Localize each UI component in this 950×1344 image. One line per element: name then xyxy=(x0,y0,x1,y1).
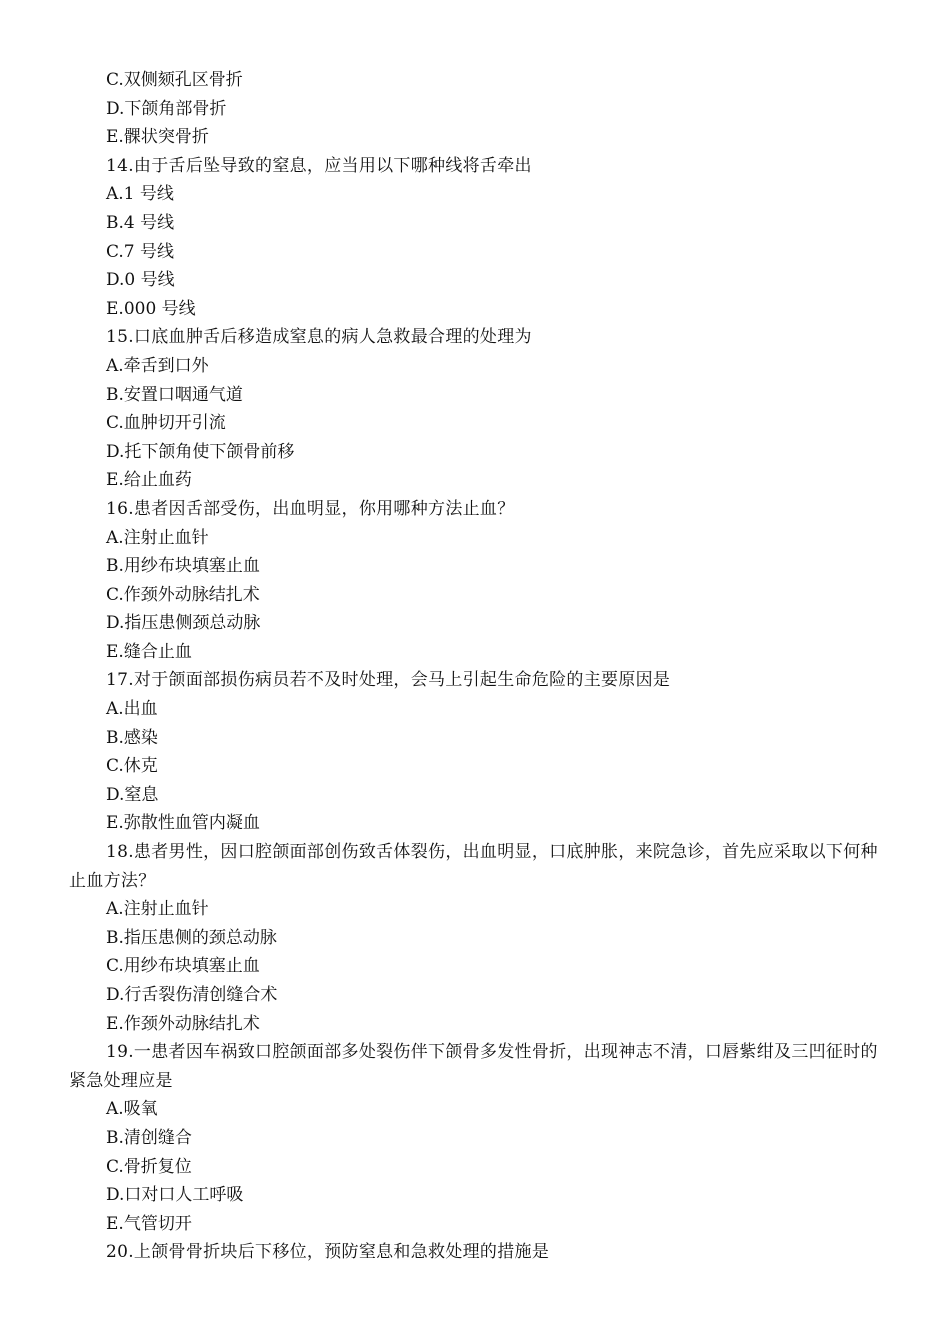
answer-option: A.吸氧 xyxy=(106,1099,158,1120)
answer-option: C.骨折复位 xyxy=(106,1156,192,1177)
answer-option: B.指压患侧的颈总动脉 xyxy=(106,927,277,948)
question-stem: 19.一患者因车祸致口腔颌面部多处裂伤伴下颌骨多发性骨折，出现神志不清，口唇紫绀及三凹征时的紧急处理应是 xyxy=(69,1042,878,1091)
answer-option: C.7 号线 xyxy=(106,241,175,262)
answer-option: C.休克 xyxy=(106,756,158,777)
answer-option: B.安置口咽通气道 xyxy=(106,384,243,405)
answer-option: A.1 号线 xyxy=(106,184,174,205)
answer-option: C.血肿切开引流 xyxy=(106,413,226,434)
answer-option: C.双侧颏孔区骨折 xyxy=(106,70,243,90)
answer-option: E.作颈外动脉结扎术 xyxy=(106,1013,260,1034)
answer-option: E.000 号线 xyxy=(106,298,196,319)
answer-option: E.给止血药 xyxy=(106,470,192,491)
answer-option: B.4 号线 xyxy=(106,212,175,233)
question-stem: 17.对于颌面部损伤病员若不及时处理，会马上引起生命危险的主要原因是 xyxy=(106,670,671,691)
question-stem: 16.患者因舌部受伤，出血明显，你用哪种方法止血？ xyxy=(106,498,515,519)
answer-option: E.气管切开 xyxy=(106,1213,192,1234)
answer-option: A.注射止血针 xyxy=(106,527,209,548)
question-stem: 18.患者男性，因口腔颌面部创伤致舌体裂伤，出血明显，口底肿胀，来院急诊，首先应采取以下何种止血方法？ xyxy=(69,842,878,891)
answer-option: B.清创缝合 xyxy=(106,1127,192,1148)
answer-option: D.窒息 xyxy=(106,784,159,805)
question-stem: 20.上颌骨骨折块后下移位，预防窒息和急救处理的措施是 xyxy=(106,1242,550,1263)
answer-option: E.缝合止血 xyxy=(106,641,192,662)
exam-question-list xyxy=(69,66,889,1267)
answer-option: D.口对口人工呼吸 xyxy=(106,1185,244,1206)
answer-option: D.0 号线 xyxy=(106,270,175,291)
question-stem: 15.口底血肿舌后移造成窒息的病人急救最合理的处理为 xyxy=(106,327,532,348)
answer-option: C.作颈外动脉结扎术 xyxy=(106,584,260,605)
answer-option: E.弥散性血管内凝血 xyxy=(106,813,260,834)
answer-option: A.出血 xyxy=(106,699,158,720)
answer-option: D.指压患侧颈总动脉 xyxy=(106,613,261,634)
answer-option: A.注射止血针 xyxy=(106,899,209,920)
question-stem: 14.由于舌后坠导致的窒息，应当用以下哪种线将舌牵出 xyxy=(106,155,532,176)
answer-option: B.用纱布块填塞止血 xyxy=(106,556,260,577)
answer-option: B.感染 xyxy=(106,727,158,748)
answer-option: D.下颌角部骨折 xyxy=(106,98,227,119)
answer-option: D.行舌裂伤清创缝合术 xyxy=(106,985,278,1005)
answer-option: A.牵舌到口外 xyxy=(106,355,209,376)
answer-option: D.托下颌角使下颌骨前移 xyxy=(106,441,295,462)
answer-option: C.用纱布块填塞止血 xyxy=(106,956,260,977)
answer-option: E.髁状突骨折 xyxy=(106,127,209,148)
